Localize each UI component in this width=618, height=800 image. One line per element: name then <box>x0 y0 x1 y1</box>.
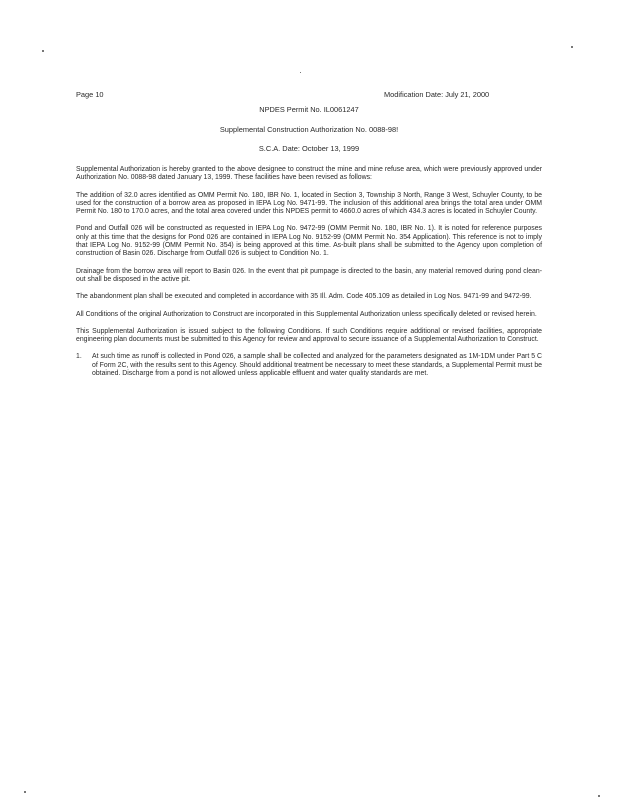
document-body <box>76 166 542 378</box>
scan-speck <box>24 791 26 793</box>
permit-number: NPDES Permit No. IL0061247 <box>259 105 359 114</box>
paragraph: Supplemental Authorization is hereby granted to the above designee to construct the mine and mine refuse area, which were previously approved under Authorization No. 0088-98 dated January 13, 1999. These facilities have been revised as follows: <box>76 166 542 182</box>
condition-number: 1. <box>76 353 82 361</box>
page-number: Page 10 <box>76 90 104 99</box>
paragraph: This Supplemental Authorization is issued subject to the following Conditions. If such Conditions require additional or revised facilities, appropriate engineering plan documents must be submitted to this Agency for review and approval to secure issuance of a Supplemental Authorization to Construct. <box>76 327 542 344</box>
paragraph: Pond and Outfall 026 will be constructed as requested in IEPA Log No. 9472-99 (OMM Permit No. 180, IBR No. 1). It is noted for reference purposes only at this time that the designs for Pond 026 are contained in IEPA Log No. 9152-99 (OMM Permit No. 354 Application). This reference is not to imply that IEPA Log No. 9152-99 (OMM Permit No. 354) is being approved at this time. As-built plans shall be submitted to the Agency upon completion of construction of Basin 026. Discharge from Outfall 026 is subject to Condition No. 1. <box>76 225 542 258</box>
paragraph: All Conditions of the original Authorization to Construct are incorporated in this Supplemental Authorization unless specifically deleted or revised herein. <box>76 310 537 318</box>
scan-speck <box>571 46 573 48</box>
scan-speck <box>598 795 600 797</box>
paragraph: The abandonment plan shall be executed and completed in accordance with 35 Ill. Adm. Code 405.109 as detailed in Log Nos. 9471-99 and 9472-99. <box>76 293 532 301</box>
condition-item <box>76 353 542 378</box>
scan-speck <box>42 50 44 52</box>
condition-text: At such time as runoff is collected in Pond 026, a sample shall be collected and analyzed for the parameters designated as 1M-1DM under Part 5 C of Form 2C, with the results sent to this Agency. Should additional treatment be necessary to meet these standards, a Supplemental Permit must be obtained. Discharge from a pond is not allowed unless applicable effluent and water quality standards are met. <box>92 353 542 378</box>
scan-speck <box>300 72 301 73</box>
authorization-number: Supplemental Construction Authorization No. 0088-98! <box>219 125 399 134</box>
paragraph: Drainage from the borrow area will report to Basin 026. In the event that pit pumpage is directed to the basin, any material removed during pond clean-out shall be disposed in the active pit. <box>76 267 542 283</box>
authorization-date: S.C.A. Date: October 13, 1999 <box>258 144 360 153</box>
paragraph: The addition of 32.0 acres identified as OMM Permit No. 180, IBR No. 1, located in Section 3, Township 3 North, Range 3 West, Schuyler County, to be used for the construction of a borrow area as proposed in IEPA Log No. 9471-99. The inclusion of this additional area brings the total area under OMM Permit No. 180 to 170.0 acres, and the total area covered under this NPDES permit to 4660.0 acres of which 434.3 acres is located in Schuyler County. <box>76 191 542 216</box>
modification-date: Modification Date: July 21, 2000 <box>384 90 490 99</box>
